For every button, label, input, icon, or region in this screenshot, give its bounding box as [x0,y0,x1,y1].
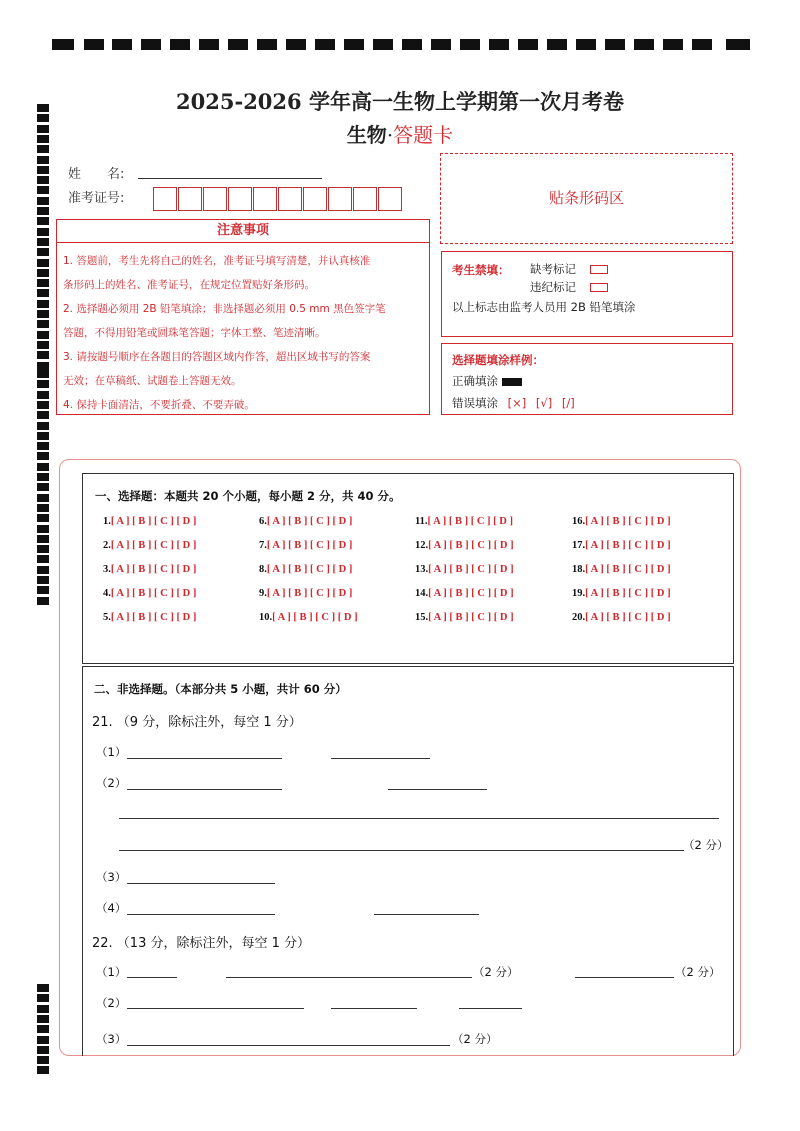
answer-options[interactable]: [ A ] [ B ] [ C ] [ D ] [428,540,514,551]
choice-question[interactable] [103,588,196,599]
id-box[interactable] [178,187,202,211]
timing-mark [37,1046,49,1054]
timing-mark [37,525,49,533]
q22-blank[interactable] [575,977,674,978]
choice-question[interactable] [259,540,352,551]
notice-box [56,219,430,415]
subtitle-subject: 生物 [346,123,387,147]
timing-mark [37,186,49,194]
choice-question[interactable] [415,612,514,623]
q21-blank[interactable] [127,789,282,790]
id-box[interactable] [153,187,177,211]
q21-heading: 21. （9 分，除标注外，每空 1 分） [92,715,302,730]
q21-part1-label: （1） [96,745,127,759]
timing-mark [37,1036,49,1044]
timing-mark [37,391,49,399]
choice-question[interactable] [103,540,196,551]
notice-item: 3. 请按题号顺序在各题目的答题区域内作答，超出区域书写的答案 [63,351,371,363]
timing-mark [460,39,480,50]
timing-mark [37,166,49,174]
answer-options[interactable]: [ A ] [ B ] [ C ] [ D ] [110,612,197,623]
timing-mark [37,269,49,277]
timing-mark [37,494,49,502]
answer-options[interactable]: [ A ] [ B ] [ C ] [ D ] [110,540,197,551]
section1-heading: 一、选择题：本题共 20 个小题，每小题 2 分，共 40 分。 [95,489,401,503]
timing-mark [37,442,49,450]
q22-blank[interactable] [459,1008,522,1009]
notice-item: 4. 保持卡面清洁，不要折叠、不要弄破。 [63,399,255,411]
id-box[interactable] [203,187,227,211]
page-subtitle [0,119,800,148]
choice-question[interactable] [415,540,514,551]
discipline-note: 以上标志由监考人员用 2B 铅笔填涂 [452,300,636,314]
notice-list [57,243,429,417]
timing-mark [37,994,49,1002]
timing-mark [37,259,49,267]
timing-mark [52,39,74,50]
q21-part3-label: （3） [96,870,127,884]
absent-mark-row [530,261,608,277]
answer-options[interactable]: [ A ] [ B ] [ C ] [ D ] [585,540,671,551]
page-title: 2025-2026 学年高一生物上学期第一次月考卷 [176,89,624,114]
timing-mark [37,248,49,256]
answer-options[interactable]: [ A ] [ B ] [ C ] [ D ] [428,612,514,623]
choice-question[interactable] [415,564,514,575]
timing-mark [37,217,49,225]
q22-part3-label: （3） [96,1032,127,1046]
answer-options[interactable]: [ A ] [ B ] [ C ] [ D ] [266,588,353,599]
timing-mark [37,279,49,287]
timing-mark [37,566,49,574]
answer-options[interactable]: [ A ] [ B ] [ C ] [ D ] [585,564,671,575]
barcode-label: 贴条形码区 [548,189,624,207]
timing-mark [547,39,567,50]
timing-mark [37,984,49,992]
choice-question[interactable] [259,516,352,527]
answer-options[interactable]: [ A ] [ B ] [ C ] [ D ] [428,564,514,575]
question-number: 1. [103,516,111,527]
timing-mark [344,39,364,50]
q22-part1-label: （1） [96,965,127,979]
choice-question[interactable] [415,588,514,599]
timing-mark [37,576,49,584]
q21-blank[interactable] [127,914,275,915]
q21-blank[interactable] [374,914,479,915]
timing-mark [692,39,712,50]
question-number: 15. [415,612,429,623]
q21-blank[interactable] [127,883,275,884]
choice-question[interactable] [572,612,671,623]
timing-mark [37,483,49,491]
id-box[interactable] [353,187,377,211]
question-number: 20. [572,612,586,623]
timing-mark [37,401,49,409]
timing-mark [37,411,49,419]
question-number: 2. [103,540,111,551]
timing-mark [141,39,161,50]
q22-blank[interactable] [127,1045,450,1046]
wrong-fill-label: 错误填涂 [452,396,498,410]
answer-options[interactable]: [ A ] [ B ] [ C ] [ D ] [266,516,353,527]
timing-mark [37,586,49,594]
question-number: 9. [259,588,267,599]
choice-question[interactable] [572,516,671,527]
question-number: 12. [415,540,429,551]
fill-example-box [441,343,733,415]
name-field[interactable] [138,178,322,179]
timing-mark [315,39,335,50]
question-number: 3. [103,564,111,575]
q21-blank[interactable] [331,758,430,759]
correct-fill-label: 正确填涂 [452,374,498,388]
wrong-mark-check: [√] [535,396,553,410]
timing-mark [402,39,422,50]
id-box[interactable] [253,187,277,211]
question-number: 18. [572,564,586,575]
timing-mark [84,39,104,50]
id-box[interactable] [278,187,302,211]
question-number: 19. [572,588,586,599]
notice-item: 答题，不得用铅笔或圆珠笔答题；字体工整、笔迹清晰。 [63,327,326,339]
timing-mark [37,228,49,236]
wrong-mark-slash: [/] [561,396,575,410]
q22-heading: 22. （13 分，除标注外，每空 1 分） [92,936,311,951]
timing-mark [37,535,49,543]
choice-question[interactable] [572,564,671,575]
question-number: 6. [259,516,267,527]
q21-blank[interactable] [119,818,719,819]
timing-mark [37,351,49,359]
timing-mark [489,39,509,50]
timing-mark [37,545,49,553]
timing-mark [37,341,49,349]
subtitle-sep: · [386,123,394,147]
question-number: 8. [259,564,267,575]
timing-mark [228,39,248,50]
timing-mark [634,39,654,50]
timing-mark [37,331,49,339]
timing-mark [726,39,750,50]
choice-question[interactable] [103,564,196,575]
timing-mark [37,156,49,164]
q22-blank[interactable] [127,977,177,978]
answer-options[interactable]: [ A ] [ B ] [ C ] [ D ] [110,564,197,575]
answer-options[interactable]: [ A ] [ B ] [ C ] [ D ] [272,612,358,623]
q22-part2-label: （2） [96,996,127,1010]
q22-blank[interactable] [331,1008,417,1009]
timing-mark [37,555,49,563]
id-box[interactable] [303,187,327,211]
answer-options[interactable]: [ A ] [ B ] [ C ] [ D ] [110,516,197,527]
q21-blank[interactable] [127,758,282,759]
notice-item: 2. 选择题必须用 2B 铅笔填涂；非选择题必须用 0.5 mm 黑色签字笔 [63,303,386,315]
timing-mark [37,320,49,328]
timing-mark [37,300,49,308]
timing-mark [37,422,49,430]
answer-options[interactable]: [ A ] [ B ] [ C ] [ D ] [110,588,197,599]
timing-mark [37,310,49,318]
answer-options[interactable]: [ A ] [ B ] [ C ] [ D ] [585,588,671,599]
timing-mark [37,432,49,440]
timing-mark [37,463,49,471]
choice-question[interactable] [572,540,671,551]
timing-mark [373,39,393,50]
answer-options[interactable]: [ A ] [ B ] [ C ] [ D ] [585,612,671,623]
choice-question[interactable] [259,588,352,599]
wrong-fill-row [452,395,575,411]
timing-mark [431,39,451,50]
id-box[interactable] [378,187,402,211]
id-label: 准考证号: [68,191,125,206]
timing-mark [37,1066,49,1074]
notice-item: 1. 答题前，考生先将自己的姓名，准考证号填写清楚，并认真核准 [63,255,371,267]
timing-mark [37,362,49,370]
timing-mark [37,1025,49,1033]
timing-mark [37,452,49,460]
question-number: 4. [103,588,111,599]
timing-mark [37,289,49,297]
choice-question[interactable] [103,612,196,623]
absent-mark-box[interactable] [590,265,608,274]
answer-options[interactable]: [ A ] [ B ] [ C ] [ D ] [428,588,514,599]
choice-question[interactable] [572,588,671,599]
q22-blank[interactable] [226,977,472,978]
absent-mark-label: 缺考标记 [530,262,576,276]
timing-mark [37,504,49,512]
discipline-label: 考生禁填： [452,263,510,277]
choice-question[interactable] [415,516,513,527]
notice-item: 条形码上的姓名、准考证号，在规定位置贴好条形码。 [63,279,315,291]
timing-mark [199,39,219,50]
question-number: 5. [103,612,111,623]
timing-mark [37,1005,49,1013]
timing-mark [37,1056,49,1064]
timing-mark [37,514,49,522]
timing-mark [518,39,538,50]
timing-mark [605,39,625,50]
q22-blank[interactable] [127,1008,304,1009]
q22-part1-points-a: （2 分） [473,965,519,979]
notice-title: 注意事项 [57,220,429,243]
timing-mark [37,238,49,246]
id-box[interactable] [228,187,252,211]
answer-options[interactable]: [ A ] [ B ] [ C ] [ D ] [266,540,353,551]
timing-mark [576,39,596,50]
violation-mark-row [530,279,608,295]
correct-fill-row [452,373,522,389]
timing-mark [37,370,49,378]
answer-options[interactable]: [ A ] [ B ] [ C ] [ D ] [585,516,671,527]
q21-part2-points: （2 分） [683,838,729,852]
timing-mark [37,176,49,184]
barcode-area [440,153,733,244]
question-number: 13. [415,564,429,575]
q21-blank[interactable] [119,850,684,851]
q22-part3-points: （2 分） [452,1032,498,1046]
violation-mark-label: 违纪标记 [530,280,576,294]
timing-mark [37,197,49,205]
q21-part2-label: （2） [96,776,127,790]
timing-mark [112,39,132,50]
timing-mark [37,597,49,605]
question-number: 16. [572,516,586,527]
timing-mark [257,39,277,50]
filled-example-mark [502,378,522,386]
question-number: 7. [259,540,267,551]
name-label: 姓 名: [68,167,125,182]
id-number-boxes[interactable] [153,187,423,215]
violation-mark-box[interactable] [590,283,608,292]
answer-options[interactable]: [ A ] [ B ] [ C ] [ D ] [266,564,353,575]
subtitle-answer-card: 答题卡 [393,123,454,147]
fill-example-title: 选择题填涂样例： [452,353,544,367]
choice-question[interactable] [259,612,358,623]
question-number: 14. [415,588,429,599]
question-number: 11. [415,516,428,527]
section1-box [82,473,734,664]
section2-heading: 二、非选择题。（本部分共 5 小题，共计 60 分） [94,682,347,696]
q21-blank[interactable] [388,789,487,790]
timing-mark [37,207,49,215]
timing-mark [663,39,683,50]
q21-part4-label: （4） [96,901,127,915]
timing-mark [37,473,49,481]
notice-item: 无效；在草稿纸、试题卷上答题无效。 [63,375,242,387]
timing-mark [286,39,306,50]
answer-options[interactable]: [ A ] [ B ] [ C ] [ D ] [427,516,513,527]
question-number: 10. [259,612,273,623]
q22-part1-points-b: （2 分） [675,965,721,979]
timing-mark [170,39,190,50]
question-number: 17. [572,540,586,551]
choice-question[interactable] [103,516,196,527]
wrong-mark-x: [×] [507,396,527,410]
choice-question[interactable] [259,564,352,575]
timing-mark [37,380,49,388]
id-box[interactable] [328,187,352,211]
discipline-box [441,251,733,337]
timing-mark [37,1015,49,1023]
